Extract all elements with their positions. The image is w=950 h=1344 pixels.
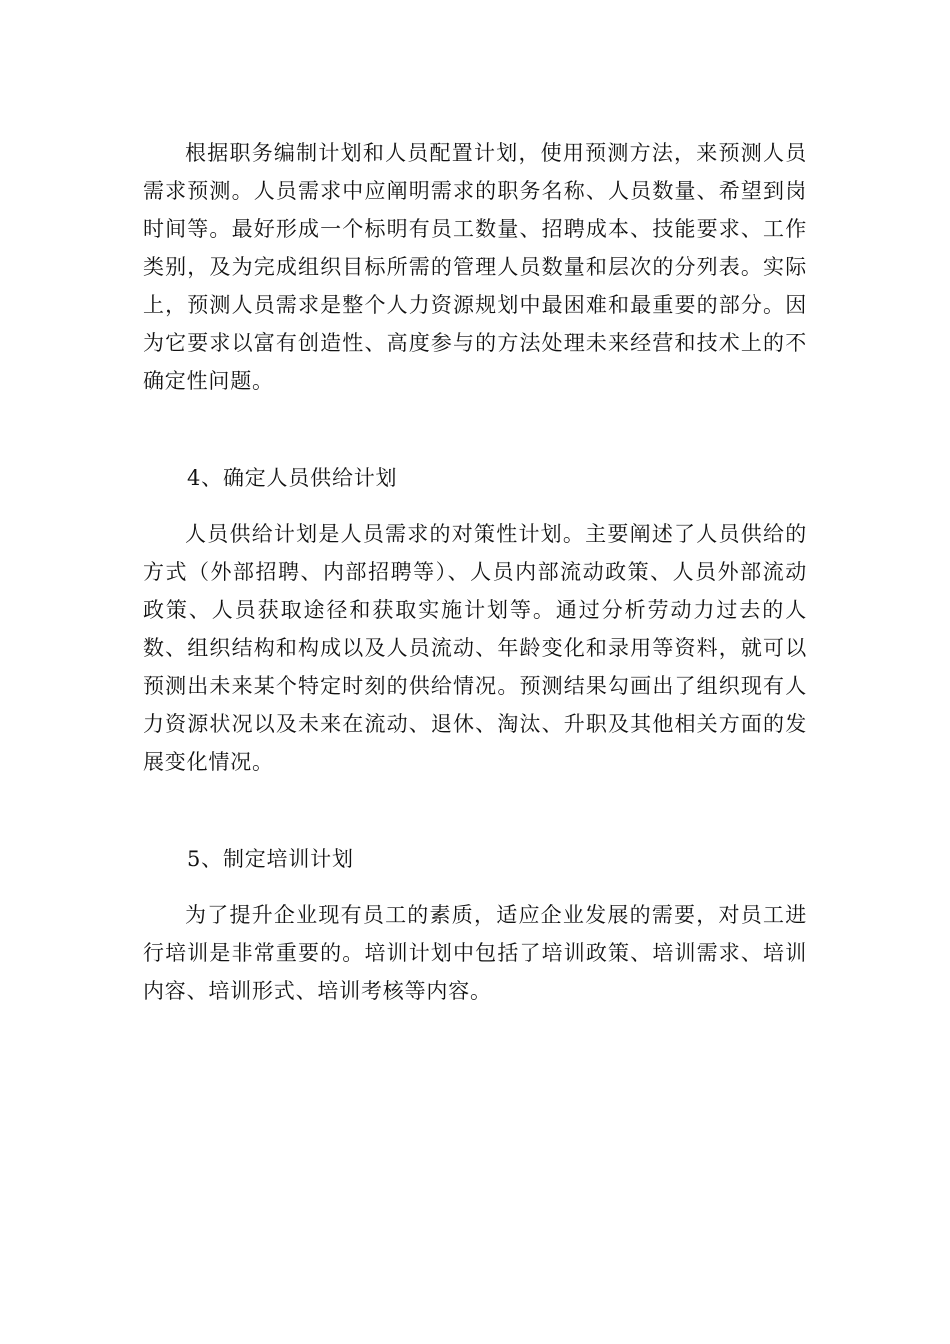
paragraph-supply-plan: 人员供给计划是人员需求的对策性计划。主要阐述了人员供给的方式（外部招聘、内部招聘等）、人员内部流动政策、人员外部流动政策、人员获取途径和获取实施计划等。通过分析劳动力过去的人数、组织结构和构成以及人员流动、年龄变化和录用等资料，就可以预测出未来某个特定时刻的供给情况。预测结果勾画出了组织现有人力资源状况以及未来在流动、退休、淘汰、升职及其他相关方面的发展变化情况。 (143, 522, 807, 774)
document-body (143, 134, 807, 1010)
section-heading-training-plan: 5、制定培训计划 (187, 847, 354, 871)
section-heading-supply-plan: 4、确定人员供给计划 (187, 466, 398, 490)
paragraph-training-plan: 为了提升企业现有员工的素质，适应企业发展的需要，对员工进行培训是非常重要的。培训计划中包括了培训政策、培训需求、培训内容、培训形式、培训考核等内容。 (143, 903, 807, 1003)
paragraph-demand-forecast: 根据职务编制计划和人员配置计划，使用预测方法，来预测人员需求预测。人员需求中应阐明需求的职务名称、人员数量、希望到岗时间等。最好形成一个标明有员工数量、招聘成本、技能要求、工作类别，及为完成组织目标所需的管理人员数量和层次的分列表。实际上，预测人员需求是整个人力资源规划中最困难和最重要的部分。因为它要求以富有创造性、高度参与的方法处理未来经营和技术上的不确定性问题。 (143, 141, 807, 393)
